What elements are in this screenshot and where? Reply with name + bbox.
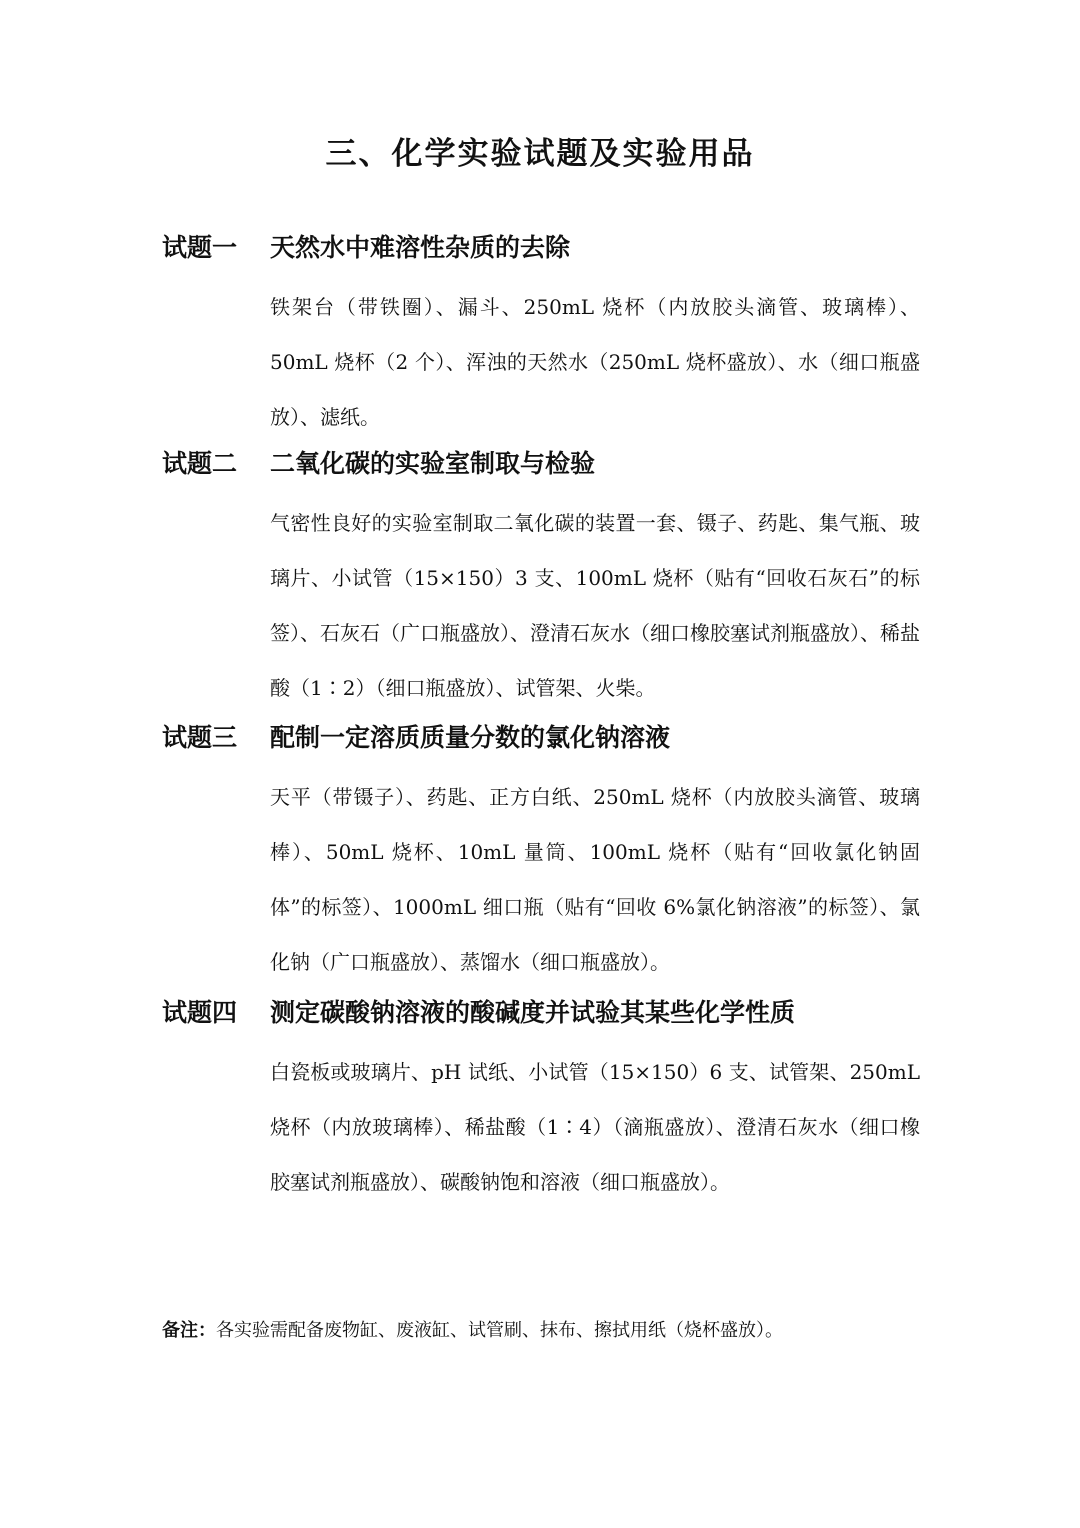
section-test-3 xyxy=(162,718,932,990)
footnote xyxy=(162,1316,783,1342)
section-title: 二氧化碳的实验室制取与检验 xyxy=(270,449,596,478)
section-heading xyxy=(162,228,932,268)
section-materials: 气密性良好的实验室制取二氧化碳的装置一套、镊子、药匙、集气瓶、玻璃片、小试管（15×150）3 支、100mL 烧杯（贴有“回收石灰石”的标签）、石灰石（广口瓶盛放）、澄清石灰水（细口橡胶塞试剂瓶盛放）、稀盐酸（1∶2）（细口瓶盛放）、试管架、火柴。 xyxy=(270,511,920,700)
section-label: 试题二 xyxy=(162,449,238,478)
footnote-label: 备注： xyxy=(162,1320,216,1341)
section-test-1 xyxy=(162,228,932,445)
section-materials: 天平（带镊子）、药匙、正方白纸、250mL 烧杯（内放胶头滴管、玻璃棒）、50mL 烧杯、10mL 量筒、100mL 烧杯（贴有“回收氯化钠固体”的标签）、1000mL 细口瓶（贴有“回收 6%氯化钠溶液”的标签）、氯化钠（广口瓶盛放）、蒸馏水（细口瓶盛放）。 xyxy=(270,785,920,974)
section-label: 试题四 xyxy=(162,998,238,1027)
footnote-text: 各实验需配备废物缸、废液缸、试管刷、抹布、擦拭用纸（烧杯盛放）。 xyxy=(216,1320,783,1341)
section-title: 测定碳酸钠溶液的酸碱度并试验其某些化学性质 xyxy=(270,998,796,1027)
section-title: 天然水中难溶性杂质的去除 xyxy=(270,233,571,262)
section-title: 配制一定溶质质量分数的氯化钠溶液 xyxy=(270,723,671,752)
section-label: 试题一 xyxy=(162,233,238,262)
section-test-4 xyxy=(162,993,932,1210)
section-materials: 白瓷板或玻璃片、pH 试纸、小试管（15×150）6 支、试管架、250mL 烧杯（内放玻璃棒）、稀盐酸（1∶4）（滴瓶盛放）、澄清石灰水（细口橡胶塞试剂瓶盛放）、碳酸钠饱和溶液（细口瓶盛放）。 xyxy=(270,1060,920,1194)
section-test-2 xyxy=(162,444,932,716)
section-heading xyxy=(162,444,932,484)
section-heading xyxy=(162,993,932,1033)
section-materials: 铁架台（带铁圈）、漏斗、250mL 烧杯（内放胶头滴管、玻璃棒）、50mL 烧杯（2 个）、浑浊的天然水（250mL 烧杯盛放）、水（细口瓶盛放）、滤纸。 xyxy=(270,295,920,429)
section-label: 试题三 xyxy=(162,723,238,752)
page-title: 三、化学实验试题及实验用品 xyxy=(325,136,755,172)
section-heading xyxy=(162,718,932,758)
